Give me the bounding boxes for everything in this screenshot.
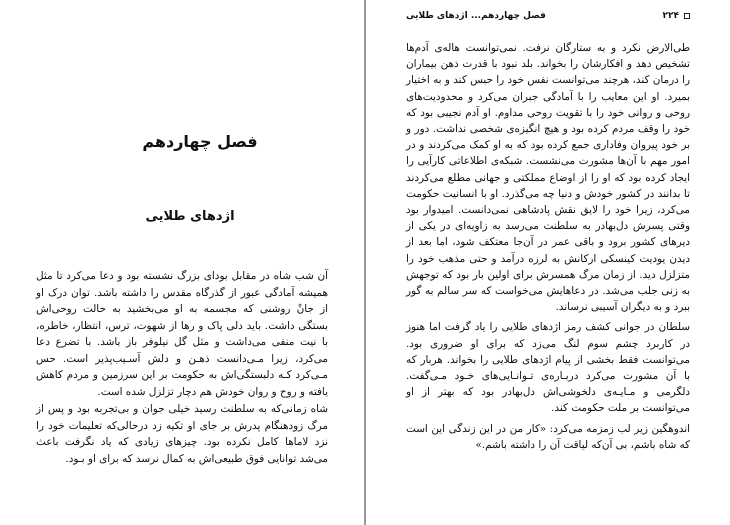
running-head-chapter-label: فصل چهاردهم... اژدهای طلایی [406, 11, 546, 21]
paragraph: سلطان در جوانی کشف رمز اژدهای طلایی را یاد گرفت اما هنوز در کاربرد چشم سوم لنگ می‌زد که برای او ضروری بود. می‌توانست فقط بخشی از پیام اژدهای طلایی را بخواند. هربار که با آن مشورت می‌کرد دربـاره‌ی تـوانـایی‌های خـود مـی‌گفت. دلگرمی و مـایـه‌ی دلخوشی‌اش دل‌بهادر بود که بهتر از او می‌توانست بر ملت حکومت کند. [406, 321, 690, 415]
paragraph: طی‌الارض نکرد و به ستارگان نرفت. نمی‌توانست هاله‌ی آدم‌ها تشخیص دهد و افکارشان را بخواند. بلد نبود با قدرت ذهن بیماران را درمان کند، هرچند می‌توانست نفس خود را حبس کند و به اختیار بمیرد. او این معایب را با آمادگی جبران می‌کرد و محدودیت‌های روحی و روانی خود را با تقویت روحی مداوم. او آدم نجیبی بود که خود را وقف مردم کرده بود و هیچ انگیزه‌ی شخصی نداشت. دور و بر خود پیروان وفاداری جمع کرده بود که به او کمک می‌کردند و در امور مهم با آن‌ها مشورت می‌نشست. شبکه‌ی اطلاعاتی کارآیی را ایجاد کرده بود که او را از اوضاع مملکتی و جهانی مطلع می‌کردند تا بدانند در کشور خودش و دنیا چه می‌گذرد. او با انسانیت حکومت می‌کرد، زیرا خود را لایق نقش پادشاهی نمی‌دانست. امیدوار بود وقتی پسرش دل‌بهادر به سلطنت می‌رسد به زاویه‌ای در یکی از دیرهای کشور برود و باقی عمر در آن‌جا معتکف شود، اما بعد از دیدن یودیت کینسکی ارکانش به لرزه درآمد و حتی مذهب خود را متزلزل دید. از زمان مرگ همسرش برای اولین بار بود که توجهش به زنی جلب می‌شد. در دعاهایش می‌خواست که سر سالم به گور ببرد و به دیگران آسیبی نرساند. [406, 42, 690, 314]
left-page-body [36, 268, 328, 467]
right-page [366, 0, 730, 525]
paragraph: آن شب شاه در مقابل بودای بزرگ نشسته بود و دعا می‌کرد تا مثل همیشه آمادگی عبور از گذرگاه مقدس را داشته باشد. توان درک او از جانْ روشنی که مجسمه به او می‌بخشید به حالت روحی‌اش بستگی داشت. باید دلی پاک و رها از شهوت، ترس، انتظار، خاطره، با نیت منفی می‌داشت و مثل گل نیلوفر باز باشد. با تضرع دعا می‌کرد، زیرا مـی‌دانست ذهـن و دلش آسـیب‌پذیر است. حس مـی‌کرد کـه دلبستگی‌اش به حکومت بر این سرزمین و مردم کاهش یافته و روح و روان خودش هم دچار تزلزل شده است. [36, 270, 328, 398]
paragraph: اندوهگین زیر لب زمزمه می‌کرد: «کار من در این زندگی این است که شاه باشم، بی آن‌که لیاقت آن را داشته باشم.» [406, 422, 690, 451]
section-title: اژدهای طلایی [145, 209, 235, 224]
left-page [0, 0, 364, 525]
right-page-body [406, 40, 690, 453]
folio [663, 11, 690, 21]
square-ornament-icon [684, 13, 690, 19]
chapter-title: فصل چهاردهم [142, 132, 258, 151]
paragraph: شاه زمانی‌که به سلطنت رسید خیلی جوان و بی‌تجربه بود و پس از مرگ زودهنگام پدرش بر جای او تکیه زد درحالی‌که تعلیمات خود را نزد لاماها کامل نکرده بود. چیزهای زیادی که یاد نگرفت باعث می‌شد توانایی فوق طبیعی‌اش به کمال نرسد که برای او بـود. [36, 403, 328, 465]
running-head [406, 9, 690, 23]
page-number: ۲۲۴ [662, 11, 679, 21]
